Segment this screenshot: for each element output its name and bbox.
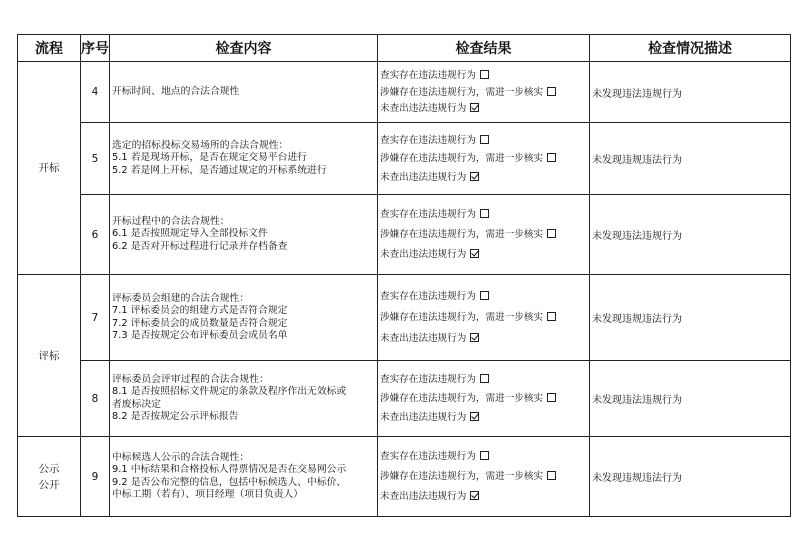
seq-cell: 5 [81, 123, 110, 195]
content-line: 中标候选人公示的合法合规性： [112, 451, 250, 463]
header-content: 检查内容 [110, 35, 378, 62]
stage-cell [18, 62, 81, 275]
description-cell: 未发现违规违法行为 [590, 275, 791, 361]
result-option-label: 涉嫌存在违法违规行为，需进一步核实 [380, 86, 544, 98]
checked-box-icon[interactable] [470, 412, 479, 421]
result-option-label: 未查出违法违规行为 [380, 332, 467, 344]
content-line: 9.1 中标结果和合格投标人得票情况是否在交易网公示 [112, 464, 347, 476]
header-result: 检查结果 [378, 35, 590, 62]
result-option-label: 涉嫌存在违法违规行为，需进一步核实 [380, 393, 544, 404]
result-option-found [380, 134, 587, 147]
content-cell [110, 361, 378, 437]
content-line: 开标时间、地点的合法合规性 [112, 85, 240, 97]
content-line: 评标委员会组建的合法合规性： [112, 292, 250, 304]
checkbox-icon[interactable] [547, 312, 556, 321]
stage-cell [18, 437, 81, 517]
seq-cell: 8 [81, 361, 110, 437]
result-option-suspect [380, 470, 587, 483]
result-option-label: 查实存在违法违规行为 [380, 134, 476, 146]
checkbox-icon[interactable] [480, 291, 489, 300]
result-option-not-found [380, 490, 587, 503]
header-row [18, 35, 791, 62]
table-row [18, 195, 791, 275]
result-option-suspect [380, 86, 587, 99]
header-desc: 检查情况描述 [590, 35, 791, 62]
result-cell [378, 62, 590, 123]
checkbox-icon[interactable] [480, 451, 489, 460]
checked-box-icon[interactable] [470, 103, 479, 112]
content-line: 6.1 是否按照规定导入全部投标文件 [112, 228, 268, 240]
content-line: 中标工期（若有）、项目经理（项目负责人） [112, 488, 304, 500]
description-cell: 未发现违规违法行为 [590, 123, 791, 195]
content-cell [110, 62, 378, 123]
seq-cell: 4 [81, 62, 110, 123]
stage-label-line2: 公开 [38, 478, 60, 491]
content-line: 7.1 评标委员会的组建方式是否符合规定 [112, 305, 288, 317]
stage-label: 评标 [38, 349, 60, 362]
result-option-found [380, 69, 587, 82]
result-option-label: 查实存在违法违规行为 [380, 291, 476, 303]
result-option-suspect [380, 228, 587, 241]
table-row [18, 275, 791, 361]
description-cell: 未发现违法违规行为 [590, 62, 791, 123]
checkbox-icon[interactable] [547, 229, 556, 238]
content-line: 评标委员会评审过程的合法合规性： [112, 373, 269, 385]
checkbox-icon[interactable] [547, 153, 556, 162]
content-line: 选定的招标投标交易场所的合法合规性： [112, 139, 289, 151]
result-cell [378, 195, 590, 275]
result-option-found [380, 450, 587, 463]
seq-cell: 6 [81, 195, 110, 275]
checked-box-icon[interactable] [470, 249, 479, 258]
result-option-not-found [380, 411, 587, 424]
content-line: 8.1 是否按照招标文件规定的条款及程序作出无效标或 [112, 386, 347, 398]
checked-box-icon[interactable] [470, 333, 479, 342]
content-line: 5.1 若是现场开标，是否在规定交易平台进行 [112, 152, 308, 164]
checkbox-icon[interactable] [547, 471, 556, 480]
header-stage: 流程 [18, 35, 81, 62]
header-seq: 序号 [81, 35, 110, 62]
table-row [18, 361, 791, 437]
description-cell: 未发现违法违规行为 [590, 361, 791, 437]
result-option-label: 未查出违法违规行为 [380, 103, 467, 115]
result-option-label: 涉嫌存在违法违规行为，需进一步核实 [380, 312, 544, 323]
content-cell [110, 195, 378, 275]
content-cell [110, 275, 378, 361]
result-option-suspect [380, 152, 587, 165]
content-cell [110, 437, 378, 517]
checkbox-icon[interactable] [480, 70, 489, 79]
stage-label: 开标 [38, 162, 60, 174]
result-cell [378, 275, 590, 361]
content-line: 7.3 是否按规定公布评标委员会成员名单 [112, 329, 288, 341]
result-option-label: 未查出违法违规行为 [380, 171, 467, 183]
result-option-found [380, 208, 587, 221]
result-option-label: 未查出违法违规行为 [380, 248, 467, 260]
result-option-label: 未查出违法违规行为 [380, 490, 467, 502]
result-option-label: 查实存在违法违规行为 [380, 373, 476, 385]
result-option-not-found [380, 102, 587, 115]
result-option-label: 未查出违法违规行为 [380, 412, 467, 424]
checkbox-icon[interactable] [480, 135, 489, 144]
checkbox-icon[interactable] [547, 87, 556, 96]
checkbox-icon[interactable] [480, 209, 489, 218]
content-line: 者废标决定 [112, 398, 161, 410]
inspection-table [17, 34, 791, 517]
result-option-not-found [380, 171, 587, 184]
checkbox-icon[interactable] [480, 374, 489, 383]
result-cell [378, 361, 590, 437]
result-option-label: 查实存在违法违规行为 [380, 69, 476, 81]
content-line: 9.2 是否公布完整的信息，包括中标候选人、中标价、 [112, 476, 347, 488]
content-cell [110, 123, 378, 195]
table-row [18, 123, 791, 195]
result-cell [378, 437, 590, 517]
result-cell [378, 123, 590, 195]
seq-cell: 7 [81, 275, 110, 361]
table-row [18, 437, 791, 517]
result-option-not-found [380, 332, 587, 345]
content-line: 8.2 是否按规定公示评标报告 [112, 410, 239, 422]
result-option-label: 查实存在违法违规行为 [380, 209, 476, 221]
checked-box-icon[interactable] [470, 491, 479, 500]
result-option-suspect [380, 311, 587, 324]
stage-label-line1: 公示 [38, 462, 60, 475]
content-line: 7.2 评标委员会的成员数量是否符合规定 [112, 317, 288, 329]
seq-cell: 9 [81, 437, 110, 517]
description-cell: 未发现违法违规行为 [590, 195, 791, 275]
result-option-not-found [380, 248, 587, 261]
result-option-found [380, 290, 587, 303]
table-row [18, 62, 791, 123]
result-option-suspect [380, 392, 587, 405]
content-line: 5.2 若是网上开标，是否通过规定的开标系统进行 [112, 164, 327, 176]
result-option-label: 涉嫌存在违法违规行为，需进一步核实 [380, 471, 544, 482]
stage-cell [18, 275, 81, 437]
content-line: 开标过程中的合法合规性： [112, 215, 230, 227]
result-option-found [380, 373, 587, 386]
checkbox-icon[interactable] [547, 393, 556, 402]
result-option-label: 涉嫌存在违法违规行为，需进一步核实 [380, 153, 544, 164]
content-line: 6.2 是否对开标过程进行记录并存档备查 [112, 240, 288, 252]
result-option-label: 涉嫌存在违法违规行为，需进一步核实 [380, 229, 544, 240]
description-cell: 未发现违规违法行为 [590, 437, 791, 517]
checked-box-icon[interactable] [470, 172, 479, 181]
result-option-label: 查实存在违法违规行为 [380, 451, 476, 463]
